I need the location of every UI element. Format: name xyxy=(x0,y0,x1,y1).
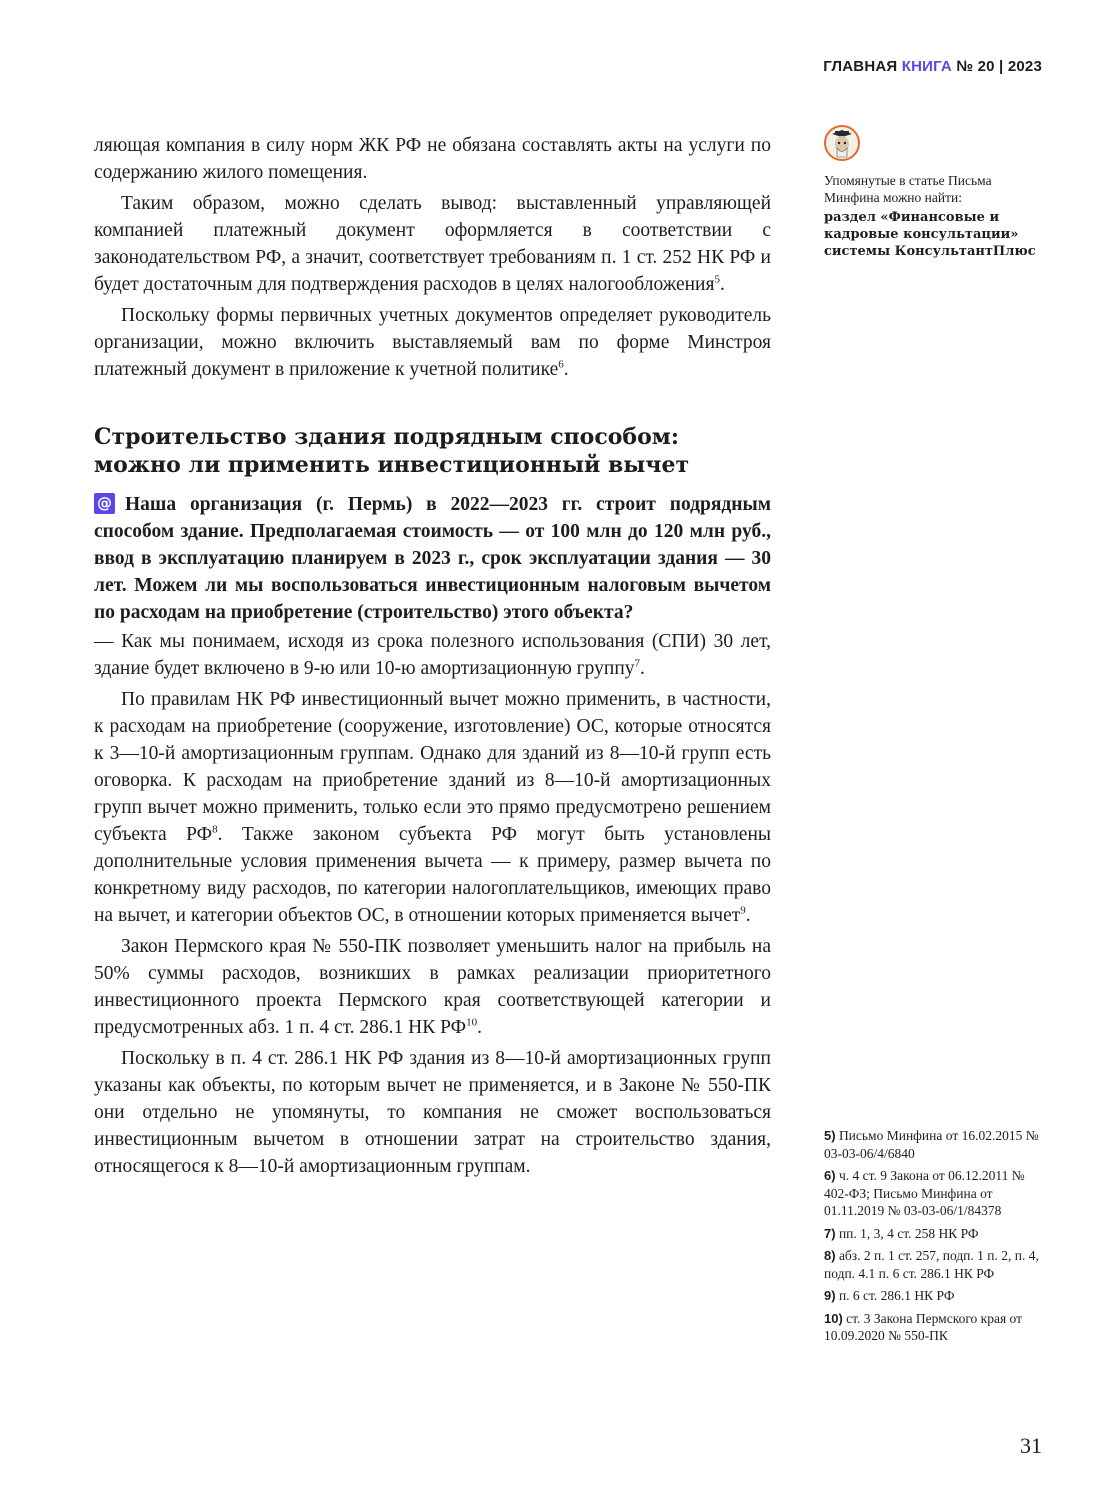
expert-avatar-icon xyxy=(824,125,860,161)
magazine-title-main: ГЛАВНАЯ xyxy=(823,58,898,75)
body-paragraph-1: По правилам НК РФ инвестиционный вычет можно применить, в частности, к расходам на приобретение (сооружение, изготовление) ОС, которые относятся к 3—10-й амортизационным группам. Однако для зданий из 8—10-й групп есть оговорка. К расходам на приобретение зданий из 8—10-й амортизационных групп вычет можно применить, только если это прямо предусмотрено решением субъекта $РФ^8$. Также законом субъекта РФ могут быть установлены дополнительные условия применения вычета — к примеру, размер вычета по конкретному виду расходов, по категории налогоплательщиков, имеющих право на вычет, и категории объектов ОС, в отношении которых применяется вычет$^9$. xyxy=(94,689,771,926)
body-paragraph-2: Закон Пермского края № 550-ПК позволяет уменьшить налог на прибыль на 50% суммы расходов, возникших в рамках реализации приоритетного инвестиционного проекта Пермского края соответствующей категории и предусмотренных абз. 1 п. 4 ст. 286.1 НК РФ$^{10}$. xyxy=(94,936,771,1038)
footnote-ref-8[interactable]: 8 xyxy=(212,823,218,836)
intro-paragraph-3: Поскольку формы первичных учетных документов определяет руководитель организации, можно включить выставляемый вам по форме Минстроя платежный документ в приложение к учетной политике$^6$. xyxy=(94,305,771,380)
footnote-ref-7[interactable]: 7 xyxy=(634,657,641,670)
sidebar-lead-text: Упомянутые в статье Письма Минфина можно найти: xyxy=(824,173,992,205)
sidebar-source-link[interactable]: раздел «Финансовые и кадровые консультации» системы КонсультантПлюс xyxy=(824,210,1036,259)
page-number: 31 xyxy=(1020,1433,1042,1458)
magazine-title-accent: КНИГА xyxy=(901,58,952,75)
footnote-item: 5) Письмо Минфина от 16.02.2015 № 03-03-06/4/6840 xyxy=(824,1128,1039,1161)
answer-paragraph: — Как мы понимаем, исходя из срока полезного использования (СПИ) 30 лет, здание будет включено в 9-ю или 10-ю амортизационную группу$^7$. xyxy=(94,631,771,679)
intro-paragraph-2: Таким образом, можно сделать вывод: выставленный управляющей компанией платежный документ оформляется в соответствии с законодательством РФ, а значит, соответствует требованиям п. 1 ст. 252 НК РФ и будет достаточным для подтверждения расходов в целях налогообложения$^5$. xyxy=(94,193,771,295)
reader-question xyxy=(94,491,771,626)
footnote-item: 7) пп. 1, 3, 4 ст. 258 НК РФ xyxy=(824,1225,979,1241)
question-text: Наша организация (г. Пермь) в 2022—2023 гг. строит подрядным способом здание. Предполагаемая стоимость — от 100 млн до 120 млн руб., ввод в эксплуатацию планируем в 2023 г., срок эксплуатации здания — 30 лет. Можем ли мы воспользоваться инвестиционным налоговым вычетом по расходам на приобретение (строительство) этого объекта? xyxy=(94,494,771,623)
footnote-item: 9) п. 6 ст. 286.1 НК РФ xyxy=(824,1288,955,1303)
footnote-ref-10[interactable]: 10 xyxy=(466,1016,478,1029)
issue-number: № 20 | 2023 xyxy=(956,58,1042,75)
footnote-ref-6[interactable]: 6 xyxy=(558,358,564,371)
footnote-item: 10) ст. 3 Закона Пермского края от 10.09.2020 № 550-ПК xyxy=(824,1310,1023,1343)
footnotes-list xyxy=(824,1127,1049,1350)
section-title: Строительство здания подрядным способом: можно ли применить инвестиционный вычет xyxy=(94,424,690,478)
intro-paragraph-1: ляющая компания в силу норм ЖК РФ не обязана составлять акты на услуги по содержанию жилого помещения. xyxy=(94,135,771,183)
footnote-item: 6) ч. 4 ст. 9 Закона от 06.12.2011 № 402-ФЗ; Письмо Минфина от 01.11.2019 № 03-03-06/1/84378 xyxy=(824,1168,1025,1218)
article-body xyxy=(94,132,771,1180)
footnote-ref-5[interactable]: 5 xyxy=(714,273,720,286)
footnote-ref-9[interactable]: 9 xyxy=(740,904,746,917)
magazine-header xyxy=(823,58,1042,75)
at-icon: @ xyxy=(94,493,115,514)
footnote-item: 8) абз. 2 п. 1 ст. 257, подп. 1 п. 2, п. 4, подп. 4.1 п. 6 ст. 286.1 НК РФ xyxy=(824,1248,1039,1281)
body-paragraph-3: Поскольку в п. 4 ст. 286.1 НК РФ здания из 8—10-й амортизационных групп указаны как объекты, по которым вычет не применяется, и в Законе № 550-ПК они отдельно не упомянуты, то компания не сможет воспользоваться инвестиционным вычетом в отношении затрат на строительство здания, относящегося к 8—10-й амортизационным группам. xyxy=(94,1048,771,1177)
sidebar-note xyxy=(824,125,1049,260)
